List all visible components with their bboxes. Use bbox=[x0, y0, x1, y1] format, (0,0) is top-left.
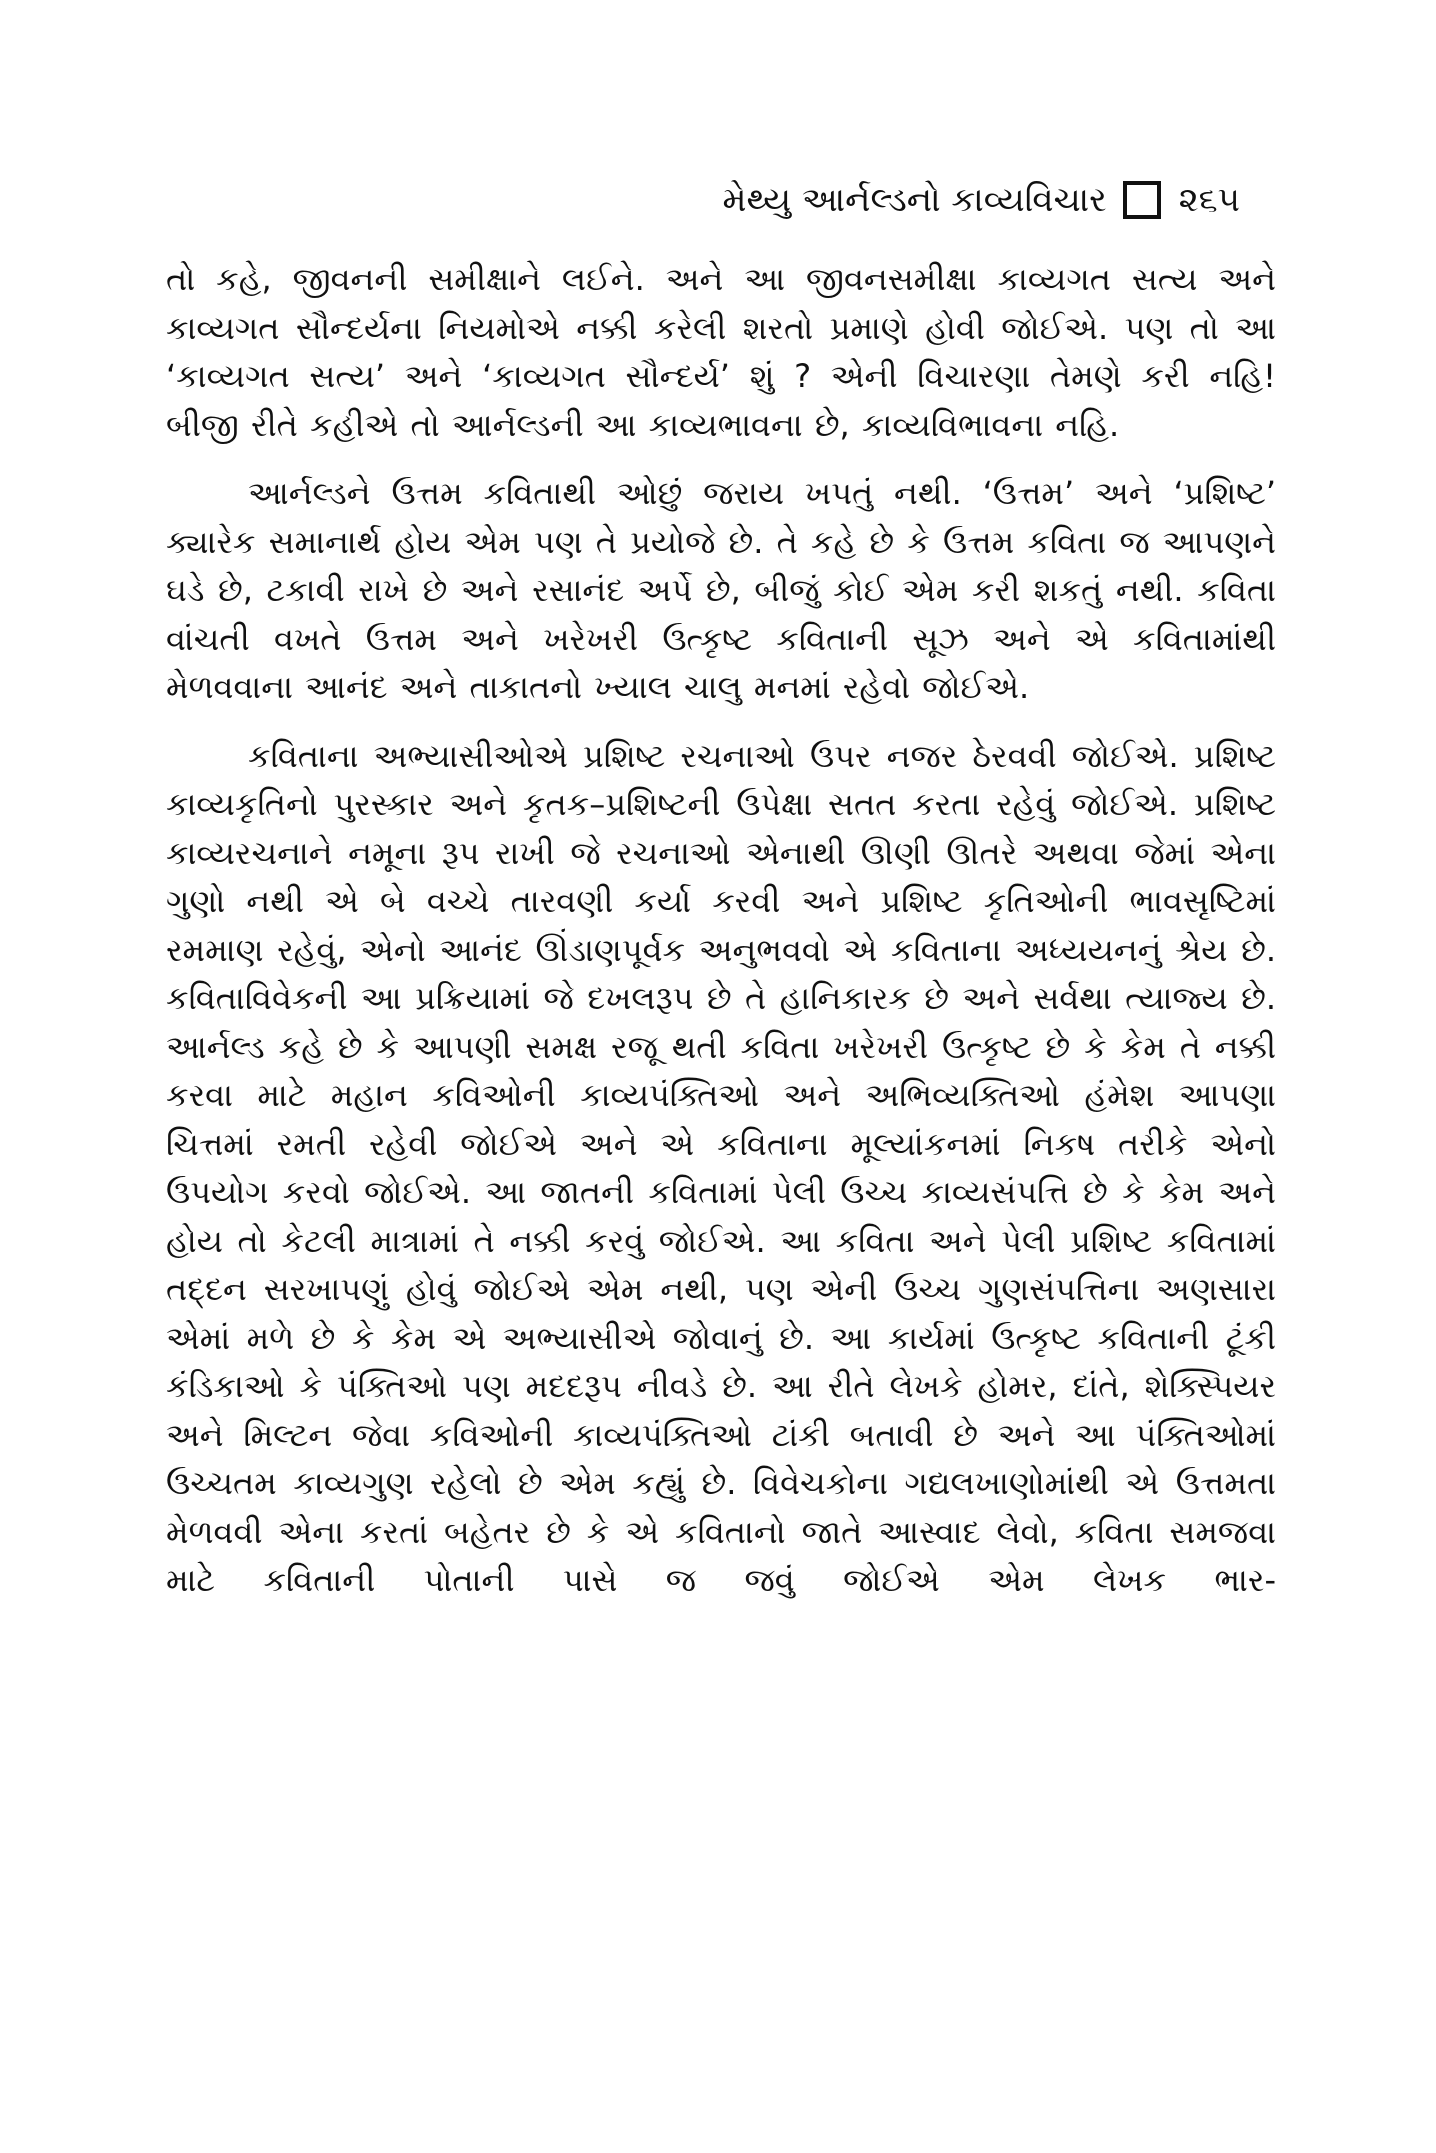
paragraph-3: કવિતાના અભ્યાસીઓએ પ્રશિષ્ટ રચનાઓ ઉપર નજર ઠેરવવી જોઈએ. પ્રશિષ્ટ કાવ્યકૃતિનો પુરસ્કાર અને કૃતક–પ્રશિષ્ટની ઉપેક્ષા સતત કરતા રહેવું જોઈએ. પ્રશિષ્ટ કાવ્યરચનાને નમૂના રૂપ રાખી જે રચનાઓ એનાથી ઊણી ઊતરે અથવા જેમાં એના ગુણો નથી એ બે વચ્ચે તારવણી કર્યા કરવી અને પ્રશિષ્ટ કૃતિઓની ભાવસૃષ્ટિમાં રમમાણ રહેવું, એનો આનંદ ઊંડાણપૂર્વક અનુભવવો એ કવિતાના અધ્યયનનું શ્રેય છે. કવિતાવિવેકની આ પ્રક્રિયામાં જે દખલરૂપ છે તે હાનિકારક છે અને સર્વથા ત્યાજ્ય છે. આર્નલ્ડ કહે છે કે આપણી સમક્ષ રજૂ થતી કવિતા ખરેખરી ઉત્કૃષ્ટ છે કે કેમ તે નક્કી કરવા માટે મહાન કવિઓની કાવ્યપંક્તિઓ અને અભિવ્યક્તિઓ હંમેશ આપણા ચિત્તમાં રમતી રહેવી જોઈએ અને એ કવિતાના મૂલ્યાંકનમાં નિકષ તરીકે એનો ઉપયોગ કરવો જોઈએ. આ જાતની કવિતામાં પેલી ઉચ્ચ કાવ્યસંપત્તિ છે કે કેમ અને હોય તો કેટલી માત્રામાં તે નક્કી કરવું જોઈએ. આ કવિતા અને પેલી પ્રશિષ્ટ કવિતામાં તદ્દન સરખાપણું હોવું જોઈએ એમ નથી, પણ એની ઉચ્ચ ગુણસંપત્તિના અણસારા એમાં મળે છે કે કેમ એ અભ્યાસીએ જોવાનું છે. આ કાર્યમાં ઉત્કૃષ્ટ કવિતાની ટૂંકી કંડિકાઓ કે પંક્તિઓ પણ મદદરૂપ નીવડે છે. આ રીતે લેખકે હોમર, દાંતે, શેક્સ્પિયર અને મિલ્ટન જેવા કવિઓની કાવ્યપંક્તિઓ ટાંકી બતાવી છે અને આ પંક્તિઓમાં ઉચ્ચતમ કાવ્યગુણ રહેલો છે એમ કહ્યું છે. વિવેચકોના ગદ્યલખાણોમાંથી એ ઉત્તમતા મેળવવી એના કરતાં બહેતર છે કે એ કવિતાનો જાતે આસ્વાદ લેવો, કવિતા સમજવા માટે કવિતાની પોતાની પાસે જ જવું જોઈએ એમ લેખક ભાર- bbox=[166, 736, 1276, 1599]
body-text bbox=[166, 255, 1276, 1605]
paragraph-2: આર્નલ્ડને ઉત્તમ કવિતાથી ઓછું જરાય ખપતું નથી. ‘ઉત્તમ’ અને ‘પ્રશિષ્ટ’ ક્યારેક સમાનાર્થ હોય એમ પણ તે પ્રયોજે છે. તે કહે છે કે ઉત્તમ કવિતા જ આપણને ઘડે છે, ટકાવી રાખે છે અને રસાનંદ અર્પે છે, બીજું કોઈ એમ કરી શકતું નથી. કવિતા વાંચતી વખતે ઉત્તમ અને ખરેખરી ઉત્કૃષ્ટ કવિતાની સૂઝ અને એ કવિતામાંથી મેળવવાના આનંદ અને તાકાતનો ખ્યાલ ચાલુ મનમાં રહેવો જોઈએ. bbox=[166, 474, 1276, 706]
header-box-ornament bbox=[1123, 181, 1161, 219]
running-title: મેથ્યુ આર્નલ્ડનો કાવ્યવિચાર bbox=[722, 180, 1107, 220]
paragraph-1: તો કહે, જીવનની સમીક્ષાને લઈને. અને આ જીવનસમીક્ષા કાવ્યગત સત્ય અને કાવ્યગત સૌન્દર્યના નિયમોએ નક્કી કરેલી શરતો પ્રમાણે હોવી જોઈએ. પણ તો આ ‘કાવ્યગત સત્ય’ અને ‘કાવ્યગત સૌન્દર્ય’ શું ? એની વિચારણા તેમણે કરી નહિ! બીજી રીતે કહીએ તો આર્નલ્ડની આ કાવ્યભાવના છે, કાવ્યવિભાવના નહિ. bbox=[166, 260, 1276, 444]
page-number: ૨૬૫ bbox=[1178, 180, 1240, 220]
running-header bbox=[722, 178, 1240, 222]
